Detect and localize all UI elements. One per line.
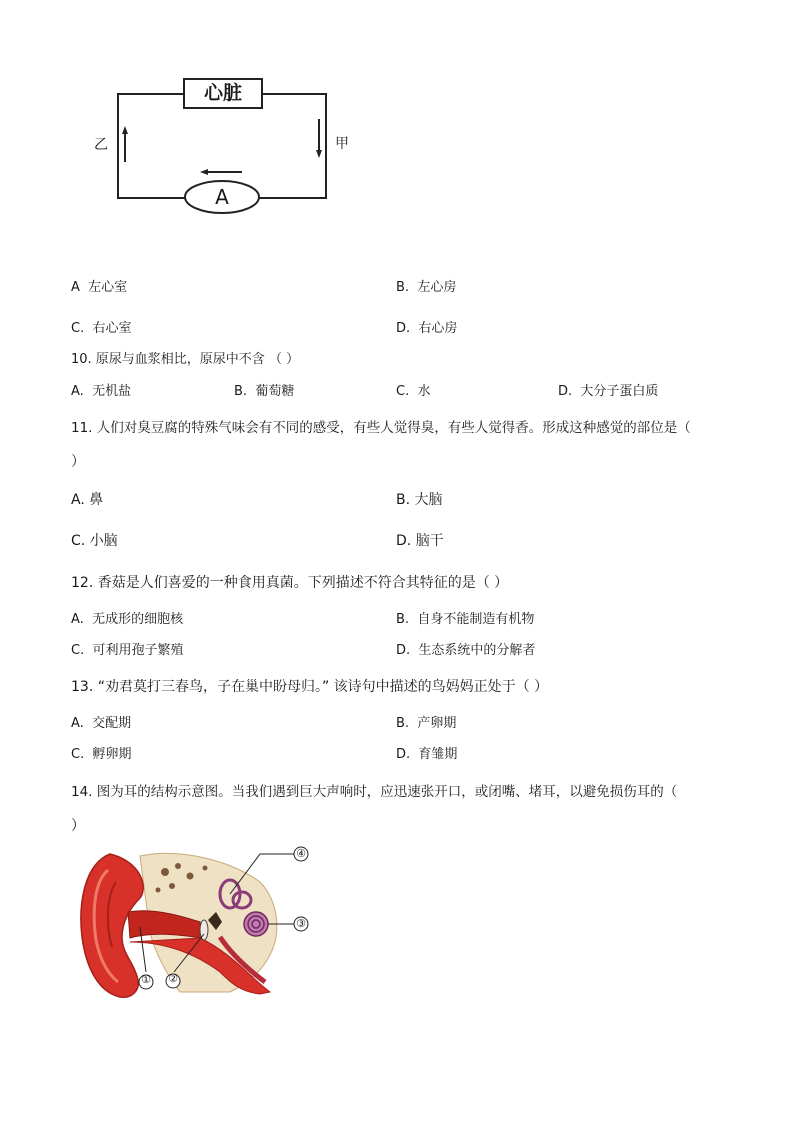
option-letter: B. xyxy=(396,492,411,508)
option-letter: B. xyxy=(396,280,410,295)
q13-option-c[interactable] xyxy=(71,743,132,762)
option-text: 无成形的细胞核 xyxy=(92,612,184,627)
down-arrow-head-icon xyxy=(316,150,322,158)
option-letter: D. xyxy=(396,643,411,658)
q10-stem: 10. 原尿与血浆相比，原尿中不含 （ ） xyxy=(71,352,300,367)
organ-a-label: A xyxy=(215,185,229,209)
q12-option-a[interactable] xyxy=(71,608,183,627)
option-text: 大分子蛋白质 xyxy=(580,384,659,399)
option-text: 右心室 xyxy=(92,321,132,336)
option-letter: C. xyxy=(71,747,85,762)
up-arrow-head-icon xyxy=(122,126,128,134)
option-letter: A. xyxy=(71,612,84,627)
option-letter: D. xyxy=(396,321,411,336)
cochlea xyxy=(244,912,268,936)
ear-label-2: ② xyxy=(168,972,178,985)
option-text: 交配期 xyxy=(92,716,132,731)
q12-option-c[interactable] xyxy=(71,639,184,658)
q12-option-b[interactable] xyxy=(396,608,534,627)
option-letter: B. xyxy=(396,716,410,731)
option-letter: B. xyxy=(396,612,410,627)
option-text: 自身不能制造有机物 xyxy=(417,612,535,627)
option-letter: A. xyxy=(71,492,85,508)
q9-option-d[interactable] xyxy=(396,317,457,336)
q9-option-a[interactable] xyxy=(71,276,127,295)
q13-stem: 13. “劝君莫打三春鸟，子在巢中盼母归。” 该诗句中描述的鸟妈妈正处于（ ） xyxy=(71,679,549,695)
option-text: 右心房 xyxy=(418,321,458,336)
q11-stem-line1: 11. 人们对臭豆腐的特殊气味会有不同的感受，有些人觉得臭，有些人觉得香。形成这种感觉的部位是（ xyxy=(71,420,691,436)
ear-label-3: ③ xyxy=(296,917,306,930)
option-text: 大脑 xyxy=(414,492,443,508)
option-letter: C. xyxy=(71,643,85,658)
option-text: 水 xyxy=(417,384,431,399)
option-text: 产卵期 xyxy=(417,716,457,731)
left-arrow-head-icon xyxy=(200,169,208,175)
option-text: 脑干 xyxy=(415,533,444,549)
option-letter: C. xyxy=(396,384,410,399)
q10-option-c[interactable] xyxy=(396,380,431,399)
q10-option-b[interactable] xyxy=(234,380,294,399)
q9-option-c[interactable] xyxy=(71,317,132,336)
q9-option-b[interactable] xyxy=(396,276,456,295)
q11-option-a[interactable] xyxy=(71,489,103,509)
q13-option-d[interactable] xyxy=(396,743,457,762)
q10-option-a[interactable] xyxy=(71,380,131,399)
option-letter: C. xyxy=(71,321,85,336)
q11-option-b[interactable] xyxy=(396,489,443,509)
q11-option-d[interactable] xyxy=(396,530,444,550)
option-letter: D. xyxy=(396,747,411,762)
option-text: 鼻 xyxy=(89,492,104,508)
vessel-jia-label: 甲 xyxy=(335,136,349,152)
option-letter: B. xyxy=(234,384,248,399)
q13-option-a[interactable] xyxy=(71,712,131,731)
option-letter: A xyxy=(71,280,80,295)
q14-stem-line1: 14. 图为耳的结构示意图。当我们遇到巨大声响时，应迅速张开口，或闭嘴、堵耳，以避免损伤耳的（ xyxy=(71,784,678,800)
option-letter: D. xyxy=(558,384,573,399)
option-text: 可利用孢子繁殖 xyxy=(92,643,184,658)
option-letter: A. xyxy=(71,716,84,731)
vessel-yi-label: 乙 xyxy=(94,137,108,153)
option-text: 无机盐 xyxy=(92,384,132,399)
ear-structure-diagram xyxy=(70,842,320,1002)
q11-option-c[interactable] xyxy=(71,530,118,550)
option-letter: D. xyxy=(396,533,412,549)
option-letter: C. xyxy=(71,533,86,549)
q10-option-d[interactable] xyxy=(558,380,658,399)
option-text: 小脑 xyxy=(89,533,118,549)
option-text: 葡萄糖 xyxy=(255,384,295,399)
q11-stem-line2: ） xyxy=(71,454,85,470)
option-letter: A. xyxy=(71,384,84,399)
option-text: 左心房 xyxy=(417,280,457,295)
heart-label: 心脏 xyxy=(203,82,242,104)
q12-stem: 12. 香菇是人们喜爱的一种食用真菌。下列描述不符合其特征的是（ ） xyxy=(71,575,509,591)
ear-label-1: ① xyxy=(141,973,151,986)
option-text: 生态系统中的分解者 xyxy=(418,643,536,658)
ear-label-4: ④ xyxy=(296,847,306,860)
q12-option-d[interactable] xyxy=(396,639,535,658)
option-text: 育雏期 xyxy=(418,747,458,762)
q13-option-b[interactable] xyxy=(396,712,456,731)
option-text: 孵卵期 xyxy=(92,747,132,762)
q14-stem-line2: ） xyxy=(71,818,85,834)
option-text: 左心室 xyxy=(88,280,128,295)
